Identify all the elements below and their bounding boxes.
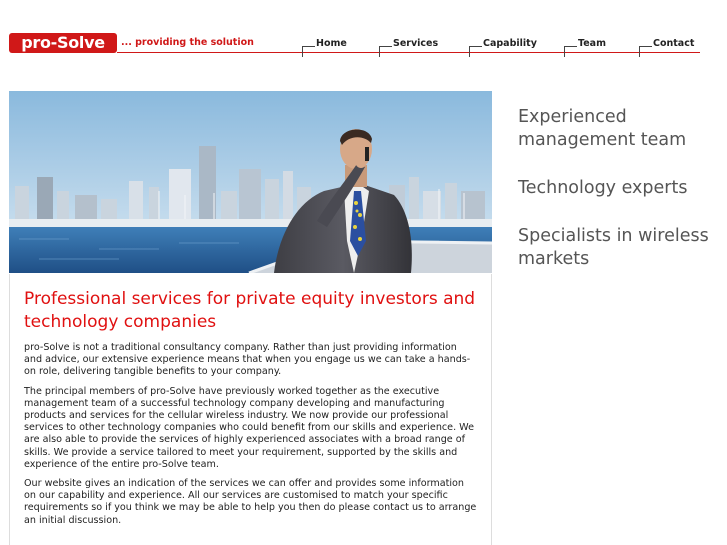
nav-services-link[interactable]: Services [393, 38, 439, 49]
highlight-technology: Technology experts [518, 178, 688, 198]
highlight-wireless: Specialists in wireless markets [518, 226, 709, 269]
highlight-management: Experienced management team [518, 107, 687, 150]
page-heading: Professional services for private equity investors and technology companies [24, 289, 476, 332]
nav-team-link[interactable]: Team [578, 38, 606, 49]
header-rule [117, 52, 700, 53]
main-content [9, 274, 492, 545]
nav-home-link[interactable]: Home [316, 38, 347, 49]
nav-contact-link[interactable]: Contact [653, 38, 695, 49]
nav-tick-icon [564, 46, 577, 57]
highlights-column [518, 106, 718, 296]
website-paragraph: Our website gives an indication of the services we can offer and provides some information on our capability and experience. All our services are customised to match your specific requirements so if you think we may be able to help you then do please contact us to arrange an initial discussion. [24, 478, 477, 526]
nav-tick-icon [639, 46, 652, 57]
team-paragraph: The principal members of pro-Solve have previously worked together as the executive management team of a successful technology company developing and manufacturing products and services for the cellular wireless industry. We now provide our professional services to other technology companies who could benefit from our skills and experience. We are also able to provide the services of highly experienced associates with a broad range of skills. We provide a service tailored to meet your requirement, supported by the skills and experience of the entire pro-Solve team. [24, 385, 474, 470]
tagline: ... providing the solution [121, 37, 254, 48]
intro-paragraph: pro-Solve is not a traditional consultancy company. Rather than just providing information and advice, our extensive experience means that when you engage us we can take a hands-on role, delivering tangible benefits to your company. [24, 342, 471, 378]
nav-tick-icon [379, 46, 392, 57]
nav-capability-link[interactable]: Capability [483, 38, 537, 49]
hero-image [9, 91, 492, 273]
nav-tick-icon [469, 46, 482, 57]
logo[interactable]: pro-Solve [9, 33, 117, 53]
nav-tick-icon [302, 46, 315, 57]
